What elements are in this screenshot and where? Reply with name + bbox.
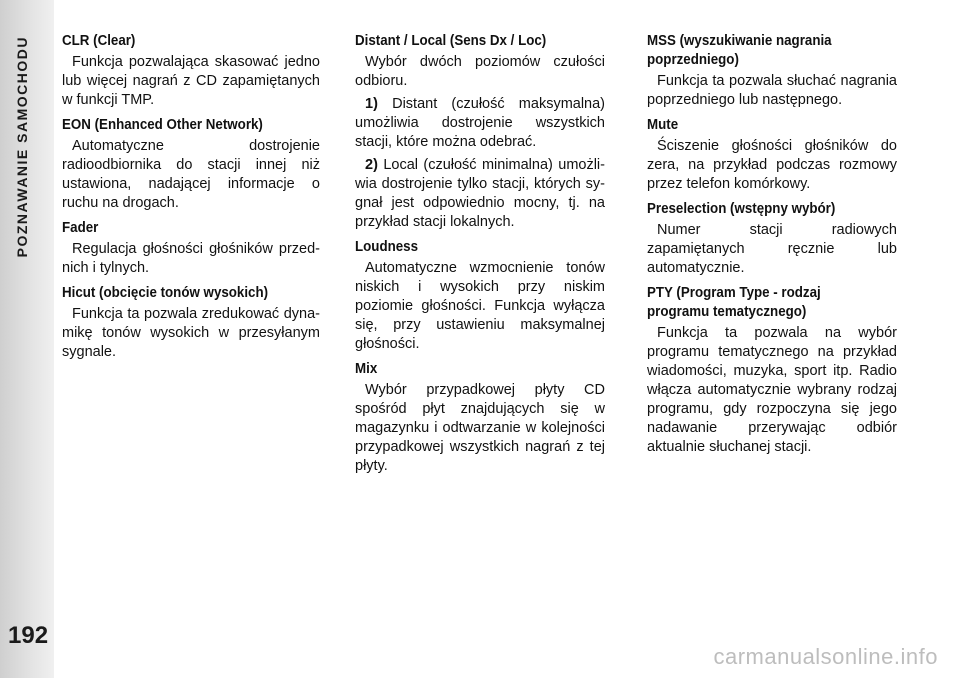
list-item-distant bbox=[355, 95, 605, 152]
column-1 bbox=[62, 32, 320, 362]
watermark: carmanualsonline.info bbox=[713, 644, 938, 669]
term-distant-local: Distant / Local (Sens Dx / Loc) bbox=[355, 33, 547, 49]
term-clr: CLR (Clear) bbox=[62, 33, 136, 49]
desc-pty: Funkcja ta pozwala na wybór programu tematycznego na przykład wiadomości, muzyka, sport itp. Radio włącza automatycznie wybrany rodzaj programu, gdy rozpoczyna się jego nadawanie przerywając odbiór aktualnie słuchanej stacji. bbox=[647, 325, 897, 455]
term-hicut: Hicut (obcięcie tonów wysokich) bbox=[62, 285, 269, 301]
term-mix: Mix bbox=[355, 361, 378, 377]
item-number: 1) bbox=[365, 96, 378, 112]
desc-fader: Regulacja głośności głośników przednich i tylnych. bbox=[62, 241, 320, 276]
desc-hicut: Funkcja ta pozwala zredukować dynamikę tonów wysokich w przesyłanym sygnale. bbox=[62, 306, 320, 360]
column-2 bbox=[355, 32, 605, 476]
desc-preselection: Numer stacji radiowych zapamiętanych ręcznie lub automatycznie. bbox=[647, 222, 897, 276]
list-item-local bbox=[355, 156, 605, 232]
item-number: 2) bbox=[365, 157, 378, 173]
term-preselection: Preselection (wstępny wybór) bbox=[647, 201, 836, 217]
desc-mss: Funkcja ta pozwala słuchać nagrania poprzedniego lub następnego. bbox=[647, 73, 897, 108]
term-mss: MSS (wyszukiwanie nagrania poprzedniego) bbox=[647, 33, 832, 68]
desc-loudness: Automatyczne wzmocnienie tonów niskich i wysokich przy niskim poziomie głośności. Funkcja wyłącza się, przy ustawieniu maksymalnej głośności. bbox=[355, 260, 605, 352]
term-eon: EON (Enhanced Other Network) bbox=[62, 117, 263, 133]
desc-distant-local: Wybór dwóch poziomów czułości odbioru. bbox=[355, 54, 605, 89]
section-title: POZNAWANIE SAMOCHODU bbox=[14, 36, 30, 258]
desc-mute: Ściszenie głośności głośników do zera, na przykład podczas rozmowy przez telefon komórkowy. bbox=[647, 138, 897, 192]
page-number: 192 bbox=[8, 622, 49, 649]
item-text: Local (czułość minimalna) umożliwia dostrojenie tylko stacji, których sygnał jest odpowiednio mocny, tj. na przykład stacji lokalnych. bbox=[355, 157, 605, 230]
term-pty: PTY (Program Type - rodzaj programu tematycznego) bbox=[647, 285, 821, 320]
sidebar-band bbox=[0, 0, 54, 678]
term-fader: Fader bbox=[62, 220, 99, 236]
desc-clr: Funkcja pozwalająca skasować jedno lub więcej nagrań z CD zapamiętanych w funkcji TMP. bbox=[62, 54, 320, 108]
desc-eon: Automatyczne dostrojenie radioodbiornika do stacji innej niż ustawiona, nadającej informacje o ruchu na drogach. bbox=[62, 138, 320, 211]
column-3 bbox=[647, 32, 897, 457]
desc-mix: Wybór przypadkowej płyty CD spośród płyt znajdujących się w magazynku i odtwarzanie w kolejności przypadkowej wszystkich nagrań z tej płyty. bbox=[355, 382, 605, 474]
term-loudness: Loudness bbox=[355, 239, 419, 255]
item-text: Distant (czułość maksymalna) umożliwia dostrojenie wszystkich stacji, które można odebrać. bbox=[355, 96, 606, 150]
term-mute: Mute bbox=[647, 117, 679, 133]
